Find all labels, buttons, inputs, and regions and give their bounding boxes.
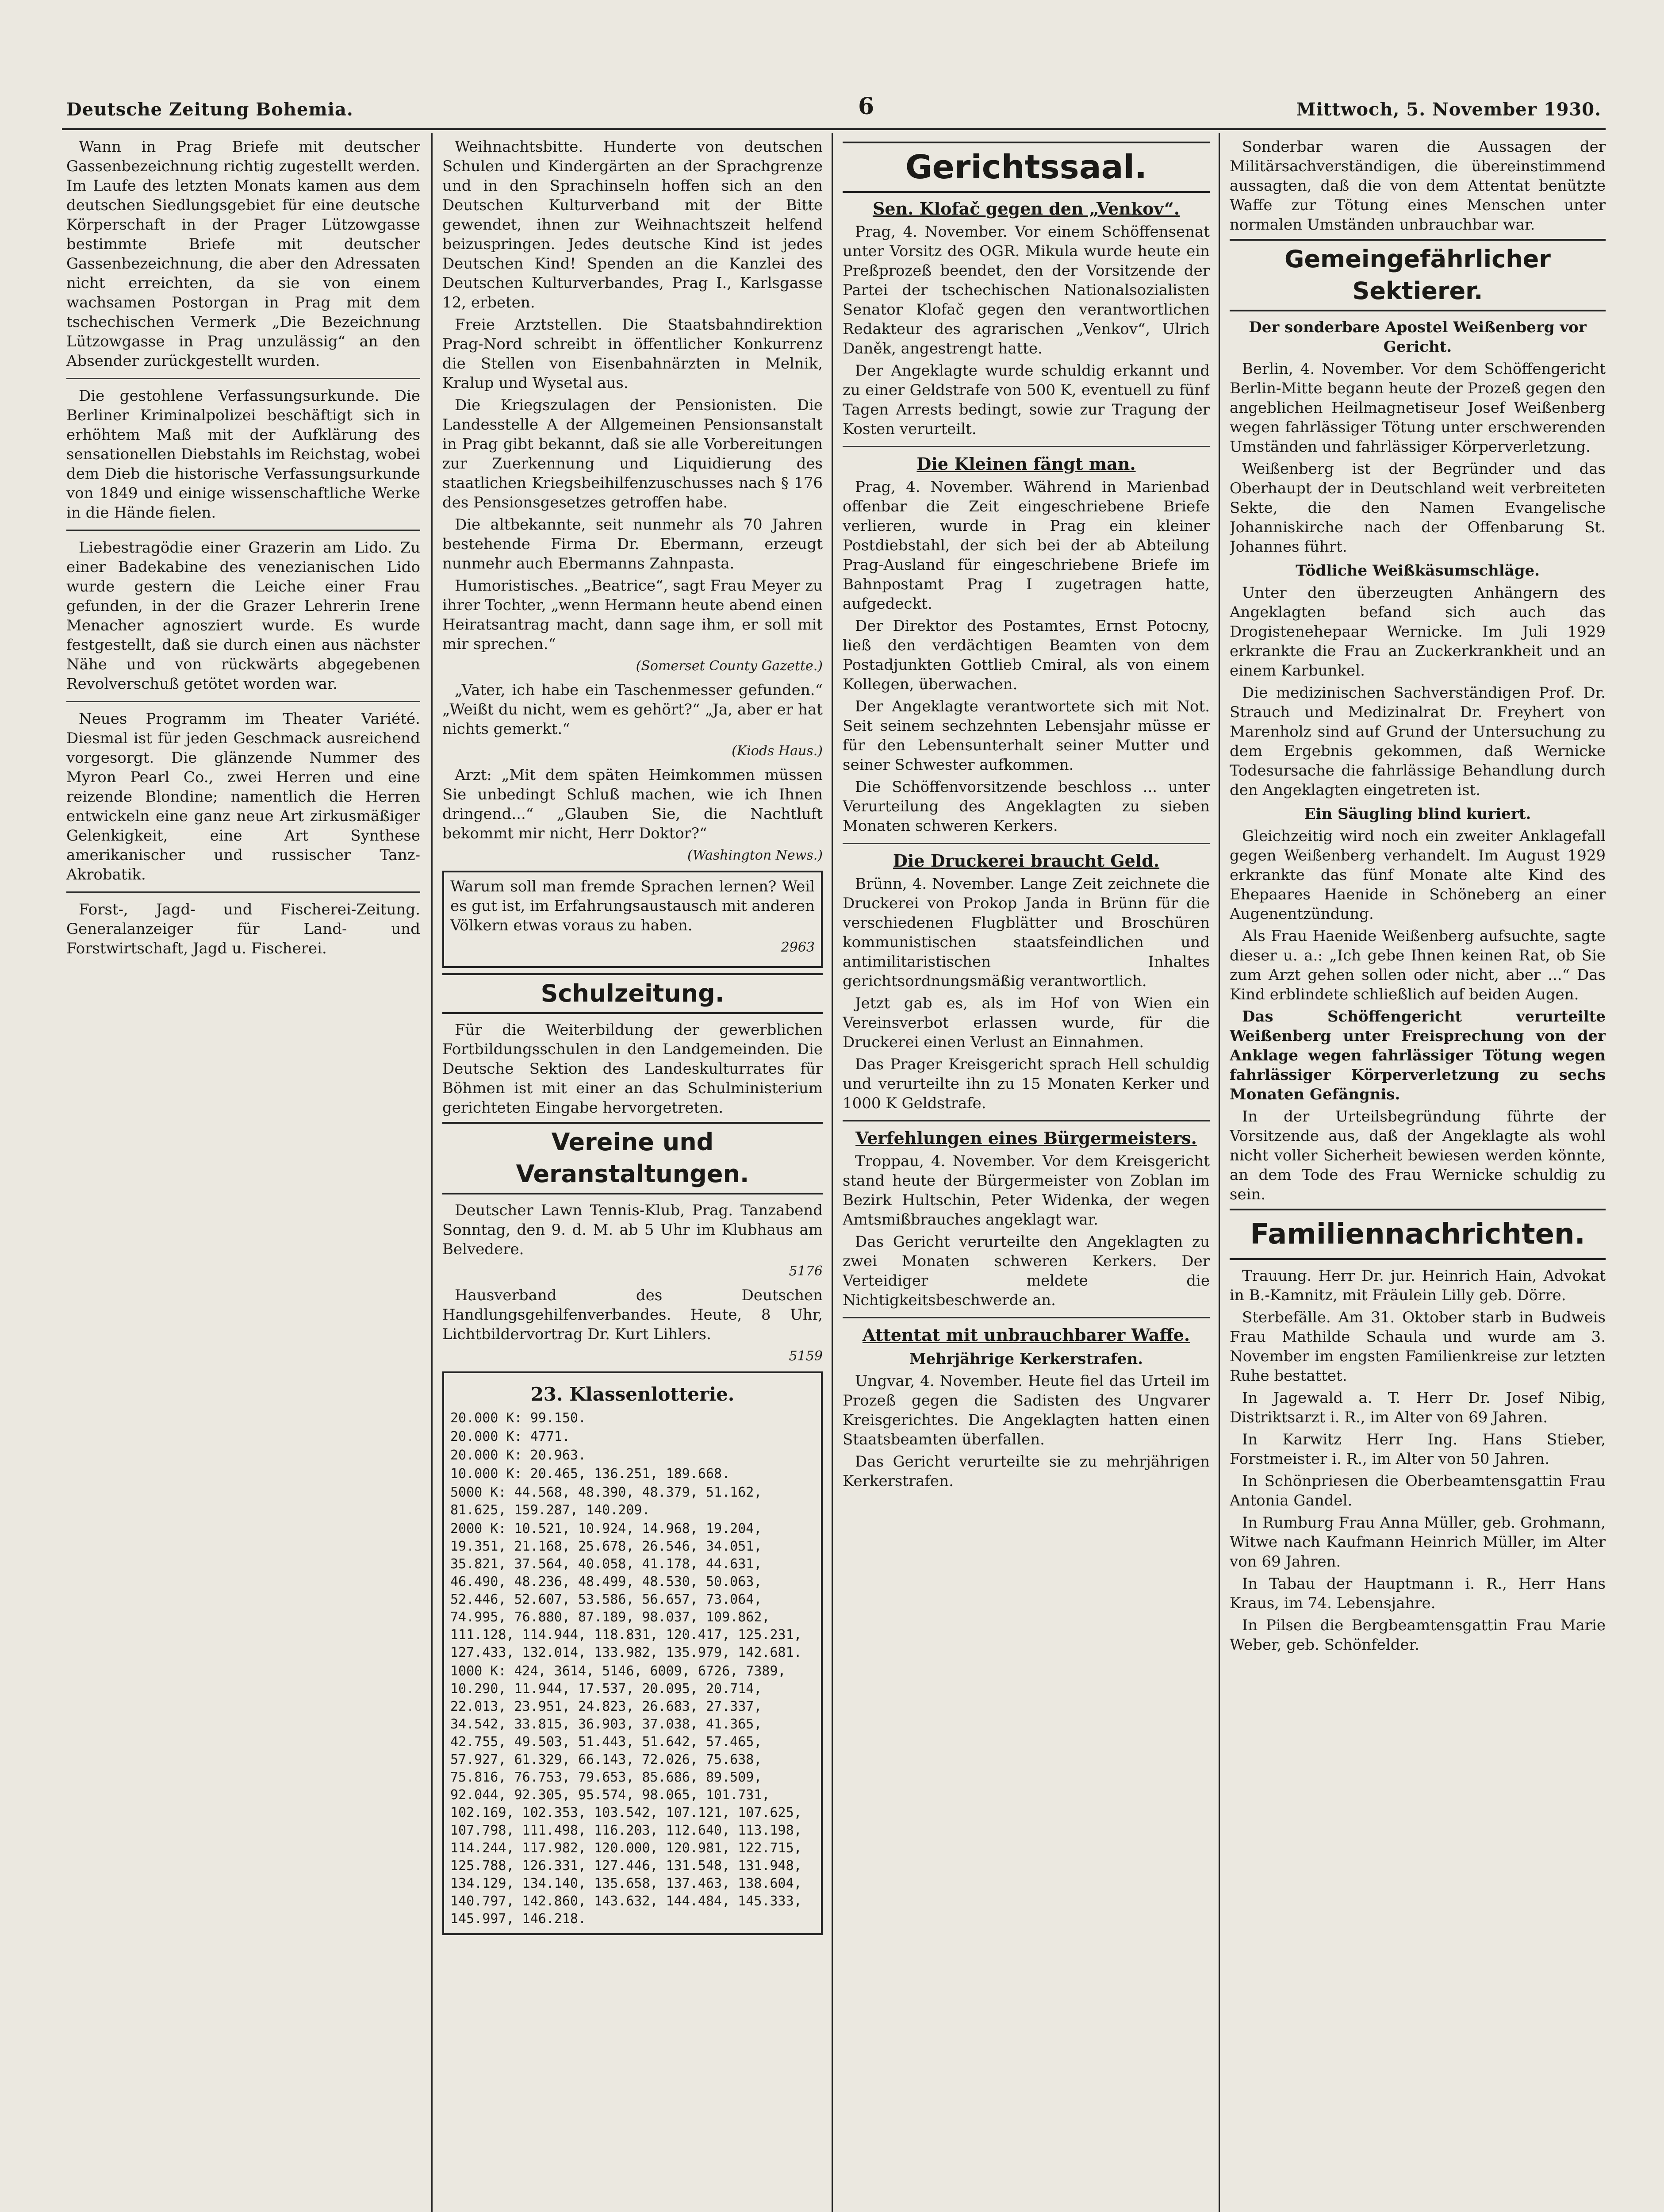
subheadline-attentat: Mehrjährige Kerkerstrafen. bbox=[909, 1350, 1143, 1368]
family-notice: In Rumburg Frau Anna Müller, geb. Grohmann, Witwe nach Kaufmann Heinrich Müller, im Alter von 69 Jahren. bbox=[1230, 1514, 1606, 1571]
humor-source: (Washington News.) bbox=[687, 848, 823, 863]
column-separator bbox=[1219, 133, 1220, 2212]
lottery-line: 20.000 K: 99.150. bbox=[450, 1410, 587, 1426]
family-notice: In Schönpriesen die Oberbeamtensgattin Frau Antonia Gandel. bbox=[1230, 1472, 1606, 1509]
divider bbox=[66, 701, 420, 702]
column-separator bbox=[832, 133, 833, 2212]
lottery-line: 10.000 K: 20.465, 136.251, 189.668. bbox=[450, 1466, 730, 1482]
section-title-schulzeitung: Schulzeitung. bbox=[442, 973, 823, 1014]
article-kleinen: Prag, 4. November. Während in Marienbad offenbar die Zeit eingeschriebene Briefe verlieren, wurde in Prag ein kleiner Postdiebstahl, der sich bei der ab Abteilung Prag-Ausland für eingeschriebene Briefe im Bahnpostamt Prag I zugetragen hatte, aufgedeckt. bbox=[843, 478, 1210, 613]
humor-1: Humoristisches. „Beatrice“, sagt Frau Meyer zu ihrer Tochter, „wenn Hermann heute abend einen Heiratsantrag macht, dann sage ihm, er soll mit mir sprechen.“ bbox=[442, 577, 823, 653]
column-2 bbox=[442, 137, 823, 2212]
lottery-line: 20.000 K: 4771. bbox=[450, 1429, 570, 1444]
column-separator bbox=[431, 133, 433, 2212]
article-weissenberg-2: Weißenberg ist der Begründer und das Oberhaupt der in Deutschland weit verbreiteten Sekte, die den Namen Evangelische Johanniskirche nach der Offenbarung St. Johannes führt. bbox=[1230, 460, 1606, 556]
column-3 bbox=[843, 137, 1210, 2212]
lottery-line: 1000 K: 424, 3614, 5146, 6009, 6726, 7389, 10.290, 11.944, 17.537, 20.095, 20.714, 22.013, 23.951, 24.823, 26.683, 27.337, 34.542, 33.815, 36.903, 37.038, 41.365, 42.755, 49.503, 51.443, 51.642, 57.465, 57.927, 61.329, 66.143, 72.026, 75.638, 75.816, 76.753, 79.653, 85.686, 89.509, 92.044, 92.305, 95.574, 98.065, 101.731, 102.169, 102.353, 103.542, 107.121, 107.625, 107.798, 111.498, 116.203, 112.640, 113.198, 114.244, 117.982, 120.000, 120.981, 122.715, 125.788, 126.331, 127.446, 131.548, 131.948, 134.129, 134.140, 135.658, 137.463, 138.604, 140.797, 142.860, 143.632, 144.484, 145.333, 145.997, 146.218. bbox=[450, 1663, 802, 1927]
article-weihnachtsbitte: Weihnachtsbitte. Hunderte von deutschen Schulen und Kindergärten an der Sprachgrenze und in den Sprachinseln hoffen sich an den Deutschen Kulturverband mit der Bitte gewendet, ihnen zur Weihnachtszeit helfend beizuspringen. Jedes deutsche Kind ist jedes Deutschen Kind! Spenden an die Kanzlei des Deutschen Kulturverbandes, Prag I., Karlsgasse 12, erbeten. bbox=[442, 138, 823, 311]
headline-kleinen: Die Kleinen fängt man. bbox=[916, 454, 1136, 474]
article-arztstellen: Freie Arztstellen. Die Staatsbahndirektion Prag-Nord schreibt in öffentlicher Konkurrenz die Stellen von Eisenbahnärzten in Melnik, Kralup und Wysetal aus. bbox=[442, 316, 823, 392]
divider bbox=[66, 530, 420, 531]
headline-klofac: Sen. Klofač gegen den „Venkov“. bbox=[872, 199, 1180, 219]
article-klofac-verdict: Der Angeklagte wurde schuldig erkannt und zu einer Geldstrafe von 500 K, eventuell zu fünf Tagen Arrests bedingt, sowie zur Tragung der Kosten verurteilt. bbox=[843, 362, 1210, 438]
family-notice: In Tabau der Hauptmann i. R., Herr Hans Kraus, im 74. Lebensjahre. bbox=[1230, 1575, 1606, 1612]
article-kriegszulagen: Die Kriegszulagen der Pensionisten. Die Landesstelle A der Allgemeinen Pensionsanstalt in Prag gibt bekannt, daß sie alle Vorbereitungen zur Zuerkennung und Liquidierung des staatlichen Kriegsbeihilfenzuschusses nach § 176 des Pensionsgesetzes getroffen habe. bbox=[442, 396, 823, 511]
family-notice: Sterbefälle. Am 31. Oktober starb in Budweis Frau Mathilde Schaula und wurde am 3. November im engsten Familienkreise zur letzten Ruhe bestattet. bbox=[1230, 1309, 1606, 1385]
family-notice: In Pilsen die Bergbeamtensgattin Frau Marie Weber, geb. Schönfelder. bbox=[1230, 1617, 1606, 1654]
humor-2: „Vater, ich habe ein Taschenmesser gefunden.“ „Weißt du nicht, wem es gehört?“ „Ja, aber er hat nichts gemerkt.“ bbox=[442, 681, 823, 738]
divider bbox=[843, 1317, 1210, 1318]
humor-source: (Kiods Haus.) bbox=[732, 743, 823, 759]
humor-3: Arzt: „Mit dem späten Heimkommen müssen Sie unbedingt Schluß machen, wie ich Ihnen dringend...“ „Glauben Sie, die Nachtluft bekommt mir nicht, Herr Doktor?“ bbox=[442, 766, 823, 842]
subheadline-weisskaese: Tödliche Weißkäsumschläge. bbox=[1296, 562, 1540, 580]
article-buergermeister: Troppau, 4. November. Vor dem Kreisgericht stand heute der Bürgermeister von Zoblan im Bezirk Hultschin, Peter Widenka, der wegen Amtsmißbrauches angeklagt war. bbox=[843, 1152, 1210, 1229]
article-verfassungsurkunde: Die gestohlene Verfassungsurkunde. Die Berliner Kriminalpolizei beschäftigt sich in erhöhtem Maß mit der Aufklärung des sensationellen Diebstahls im Reichstag, wobei dem Dieb die historische Verfassungsurkunde von 1849 und einige wissenschaftliche Werke in die Hände fielen. bbox=[66, 387, 420, 522]
lottery-line: 2000 K: 10.521, 10.924, 14.968, 19.204, 19.351, 21.168, 25.678, 26.546, 34.051, 35.821, 37.564, 40.058, 41.178, 44.631, 46.490, 48.236, 48.499, 48.530, 50.063, 52.446, 52.607, 53.586, 56.657, 73.064, 74.995, 76.880, 87.189, 98.037, 109.862, 111.128, 114.944, 118.831, 120.417, 125.231, 127.433, 132.014, 133.982, 135.979, 142.681. bbox=[450, 1521, 802, 1660]
lottery-box bbox=[442, 1371, 823, 1935]
ad-code: 2963 bbox=[781, 940, 815, 955]
ad-sprachen-text: Warum soll man fremde Sprachen lernen? Weil es gut ist, im Erfahrungsaustausch mit anderen Völkern etwas voraus zu haben. bbox=[450, 878, 815, 934]
page-header bbox=[66, 93, 1601, 124]
section-title-gerichtssaal: Gerichtssaal. bbox=[843, 142, 1210, 193]
article-gassenbezeichnung: Wann in Prag Briefe mit deutscher Gassenbezeichnung richtig zugestellt werden. Im Laufe des letzten Monats kamen aus dem deutschen Siedlungsgebiet für eine deutsche Körperschaft in der Prager Lützowgasse bestimmte Briefe mit deutscher Gassenbezeichnung, die aber den Adressaten nicht erreichten, da sie von einem wachsamen Postorgan in Prag mit dem tschechischen Vermerk „Die Bezeichnung Lützowgasse in Prag unzulässig“ an den Absender zurückgestellt wurden. bbox=[66, 138, 420, 370]
section-title-familiennachrichten: Familiennachrichten. bbox=[1230, 1209, 1606, 1260]
article-druckerei-2: Jetzt gab es, als im Hof von Wien ein Vereinsverbot erlassen wurde, für die Druckerei einen Verlust an Einnahmen. bbox=[843, 995, 1210, 1051]
divider bbox=[66, 891, 420, 893]
subheadline-weissenberg: Der sonderbare Apostel Weißenberg vor Gericht. bbox=[1249, 319, 1587, 356]
article-saeugling-2: Als Frau Haenide Weißenberg aufsuchte, sagte dieser u. a.: „Ich gebe Ihnen keinen Rat, ob Sie zum Arzt gehen sollen oder nicht, aber ...“ Das Kind erblindete schließlich auf beiden Augen. bbox=[1230, 927, 1606, 1003]
lottery-line: 5000 K: 44.568, 48.390, 48.379, 51.162, 81.625, 159.287, 140.209. bbox=[450, 1485, 762, 1518]
article-kleinen-4: Die Schöffenvorsitzende beschloss ... unter Verurteilung des Angeklagten zu sieben Monaten schweren Kerkers. bbox=[843, 778, 1210, 835]
article-weissenberg: Berlin, 4. November. Vor dem Schöffengericht Berlin-Mitte begann heute der Prozeß gegen den angeblichen Heilmagnetiseur Josef Weißenberg wegen fahrlässiger Tötung unter erschwerenden Umständen und fahrlässiger Körperverletzung. bbox=[1230, 360, 1606, 456]
article-attentat: Ungvar, 4. November. Heute fiel das Urteil im Prozeß gegen die Sadisten des Ungvarer Kreisgerichtes. Die Angeklagten hatten einen Staatsbeamten überfallen. bbox=[843, 1372, 1210, 1448]
article-variete: Neues Programm im Theater Variété. Diesmal ist für jeden Geschmack ausreichend vorgesorgt. Die glänzende Nummer des Myron Pearl Co., zwei Herren und eine reizende Blondine; namentlich die Herren entwickeln eine ganz neue Art zirkusmäßiger Gelenkigkeit, eine Art Synthese amerikanischer und russischer Tanz-Akrobatik. bbox=[66, 710, 420, 883]
notice-handlungsgehilfen: Hausverband des Deutschen Handlungsgehilfenverbandes. Heute, 8 Uhr, Lichtbildervortrag Dr. Kurt Lihlers. bbox=[442, 1286, 823, 1343]
article-lido: Liebestragödie einer Grazerin am Lido. Zu einer Badekabine des venezianischen Lido wurde gestern die Leiche einer Frau gefunden, in der die Grazer Lehrerin Irene Menacher agnosziert wurde. Es wurde festgestellt, daß sie durch einen aus nächster Nähe und von rückwärts abgegebenen Revolverschuß getötet worden war. bbox=[66, 539, 420, 693]
lottery-line: 20.000 K: 20.963. bbox=[450, 1448, 587, 1463]
humor-source: (Somerset County Gazette.) bbox=[636, 658, 823, 674]
family-notice: In Jagewald a. T. Herr Dr. Josef Nibig, Distriktsarzt i. R., im Alter von 69 Jahren. bbox=[1230, 1389, 1606, 1426]
subheadline-saeugling: Ein Säugling blind kuriert. bbox=[1304, 805, 1531, 823]
article-fortbildungsschulen: Für die Weiterbildung der gewerblichen Fortbildungsschulen in den Landgemeinden. Die Deutsche Sektion des Landeskulturrates für Böhmen ist mit einer an das Schulministerium gerichteten Eingabe hervorgetreten. bbox=[442, 1021, 823, 1117]
family-notice: In Karwitz Herr Ing. Hans Stieber, Forstmeister i. R., im Alter von 50 Jahren. bbox=[1230, 1431, 1606, 1468]
article-buergermeister-2: Das Gericht verurteilte den Angeklagten zu zwei Monaten schweren Kerkers. Der Verteidiger meldete die Nichtigkeitsbeschwerde an. bbox=[843, 1233, 1210, 1309]
article-forst-zeitung: Forst-, Jagd- und Fischerei-Zeitung. Generalanzeiger für Land- und Forstwirtschaft, Jagd u. Fischerei. bbox=[66, 901, 420, 957]
article-sachverstaendige: Die medizinischen Sachverständigen Prof. Dr. Strauch und Medizinalrat Dr. Freyhert von Marenholz sind auf Grund der Untersuchung zu dem Ergebnis gekommen, daß Wernicke Todesursache die fahrlässige Behandlung durch den Angeklagten eingetreten ist. bbox=[1230, 684, 1606, 799]
ad-sprachen bbox=[442, 871, 823, 968]
article-attentat-cont: Sonderbar waren die Aussagen der Militärsachverständigen, die übereinstimmend aussagten, daß die von dem Attentat benützte Waffe zur Tötung eines Menschen unter normalen Umständen unbrauchbar war. bbox=[1230, 138, 1606, 234]
divider bbox=[843, 446, 1210, 447]
divider bbox=[66, 378, 420, 379]
ad-ebermann: Die altbekannte, seit nunmehr als 70 Jahren bestehende Firma Dr. Ebermann, erzeugt nunmehr auch Ebermanns Zahnpasta. bbox=[442, 516, 823, 572]
headline-buergermeister: Verfehlungen eines Bürgermeisters. bbox=[855, 1128, 1197, 1148]
page-number: 6 bbox=[858, 93, 875, 120]
notice-code: 5176 bbox=[789, 1263, 823, 1279]
column-1 bbox=[66, 137, 420, 2212]
date-line: Mittwoch, 5. November 1930. bbox=[1296, 99, 1601, 120]
article-weisskaese: Unter den überzeugten Anhängern des Angeklagten befand sich auch das Drogistenehepaar Wernicke. Im Juli 1929 erkrankte die Frau an Zuckerkrankheit und an einem Karbunkel. bbox=[1230, 584, 1606, 680]
headline-attentat: Attentat mit unbrauchbarer Waffe. bbox=[862, 1325, 1190, 1345]
article-druckerei: Brünn, 4. November. Lange Zeit zeichnete die Druckerei von Prokop Janda in Brünn für die verschiedenen Flugblätter und Broschüren kommunistischen staatsfeindlichen und antimilitaristischen Inhaltes gerichtsordnungsmäßig verantwortlich. bbox=[843, 875, 1210, 990]
article-attentat-2: Das Gericht verurteilte sie zu mehrjährigen Kerkerstrafen. bbox=[843, 1453, 1210, 1490]
headline-druckerei: Die Druckerei braucht Geld. bbox=[893, 851, 1160, 871]
masthead-left: Deutsche Zeitung Bohemia. bbox=[66, 99, 353, 120]
article-saeugling: Gleichzeitig wird noch ein zweiter Anklagefall gegen Weißenberg verhandelt. Im August 1929 erkrankte das fünf Monate alte Kind des Ehepaares Haenide in Schöneberg an einer Augenentzündung. bbox=[1230, 827, 1606, 923]
column-4 bbox=[1230, 137, 1606, 2212]
divider bbox=[843, 843, 1210, 844]
lottery-title: 23. Klassenlotterie. bbox=[530, 1383, 735, 1405]
article-klofac: Prag, 4. November. Vor einem Schöffensenat unter Vorsitz des OGR. Mikula wurde heute ein Preßprozeß beendet, den der Vorsitzende der Partei der tschechischen Nationalsozialisten Senator Klofač gegen den verantwortlichen Redakteur des agrarischen „Venkov“, Ulrich Daněk, angestrengt hatte. bbox=[843, 223, 1210, 357]
lottery-results bbox=[450, 1409, 815, 1928]
article-kleinen-3: Der Angeklagte verantwortete sich mit Not. Seit seinem sechzehnten Lebensjahr müsse er für den Lebensunterhalt seiner Mutter und seiner Schwester aufkommen. bbox=[843, 698, 1210, 774]
article-druckerei-3: Das Prager Kreisgericht sprach Hell schuldig und verurteilte ihn zu 15 Monaten Kerker und 1000 K Geldstrafe. bbox=[843, 1056, 1210, 1112]
article-urteil: Das Schöffengericht verurteilte Weißenberg unter Freisprechung von der Anklage wegen fahrlässiger Tötung wegen fahrlässiger Körperverletzung zu sechs Monaten Gefängnis. bbox=[1230, 1008, 1606, 1103]
article-urteilsbegruendung: In der Urteilsbegründung führte der Vorsitzende aus, daß der Angeklagte als wohl nicht voller Sicherheit bewiesen werden könnte, an dem Tode des Frau Wernicke schuldig zu sein. bbox=[1230, 1108, 1606, 1203]
header-rule bbox=[62, 128, 1606, 130]
section-title-sektierer: Gemeingefährlicher Sektierer. bbox=[1230, 239, 1606, 311]
notice-tennis-klub: Deutscher Lawn Tennis-Klub, Prag. Tanzabend Sonntag, den 9. d. M. ab 5 Uhr im Klubhaus am Belvedere. bbox=[442, 1202, 823, 1258]
section-title-vereine: Vereine und Veranstaltungen. bbox=[442, 1122, 823, 1194]
article-kleinen-2: Der Direktor des Postamtes, Ernst Potocny, ließ den verdächtigen Beamten von dem Postadjunkten Gottlieb Cmiral, als von einem Kollegen, überwachen. bbox=[843, 617, 1210, 693]
family-notice: Trauung. Herr Dr. jur. Heinrich Hain, Advokat in B.-Kamnitz, mit Fräulein Lilly geb. Dörre. bbox=[1230, 1267, 1606, 1304]
notice-code: 5159 bbox=[789, 1348, 823, 1364]
divider bbox=[843, 1120, 1210, 1121]
